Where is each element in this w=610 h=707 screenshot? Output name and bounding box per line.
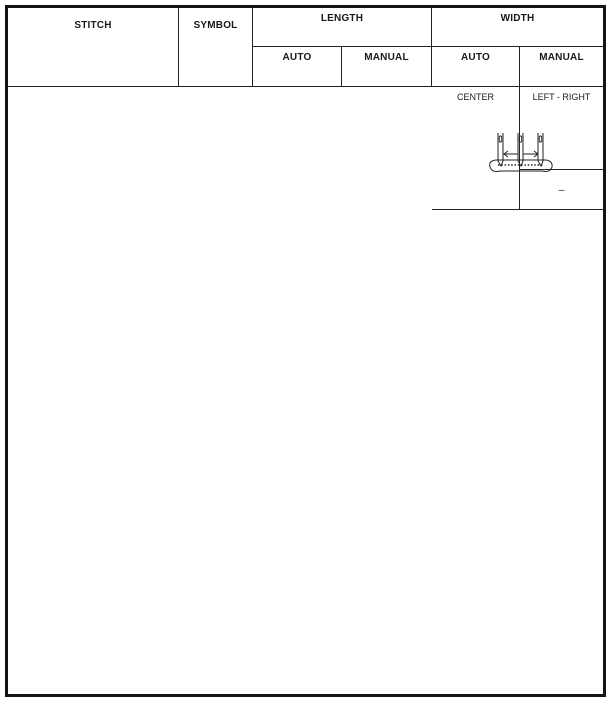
needle-position-diagram-icon — [486, 133, 556, 178]
header-stitch — [8, 8, 179, 87]
header-length-auto — [253, 47, 342, 87]
header-length-label: LENGTH — [320, 13, 364, 24]
header-symbol-label: SYMBOL — [193, 20, 238, 31]
header-length-manual — [342, 47, 432, 87]
header-length-auto-label: AUTO — [282, 52, 312, 63]
header-width-manual — [520, 47, 603, 87]
header-width-auto-label: AUTO — [461, 52, 490, 63]
header-stitch-label: STITCH — [74, 20, 112, 31]
header-length — [253, 8, 432, 47]
stitch-settings-table — [5, 5, 606, 697]
width-auto-center-label: CENTER — [456, 92, 494, 102]
header-width — [432, 8, 603, 47]
width-manual-left-right-label: LEFT - RIGHT — [532, 92, 591, 102]
header-width-label: WIDTH — [500, 13, 535, 24]
header-width-auto — [432, 47, 520, 87]
header-symbol — [179, 8, 253, 87]
header-length-manual-label: MANUAL — [364, 52, 409, 63]
hand-look-quilt-width-manual-value: – — [558, 183, 565, 196]
header-width-manual-label: MANUAL — [539, 52, 584, 63]
